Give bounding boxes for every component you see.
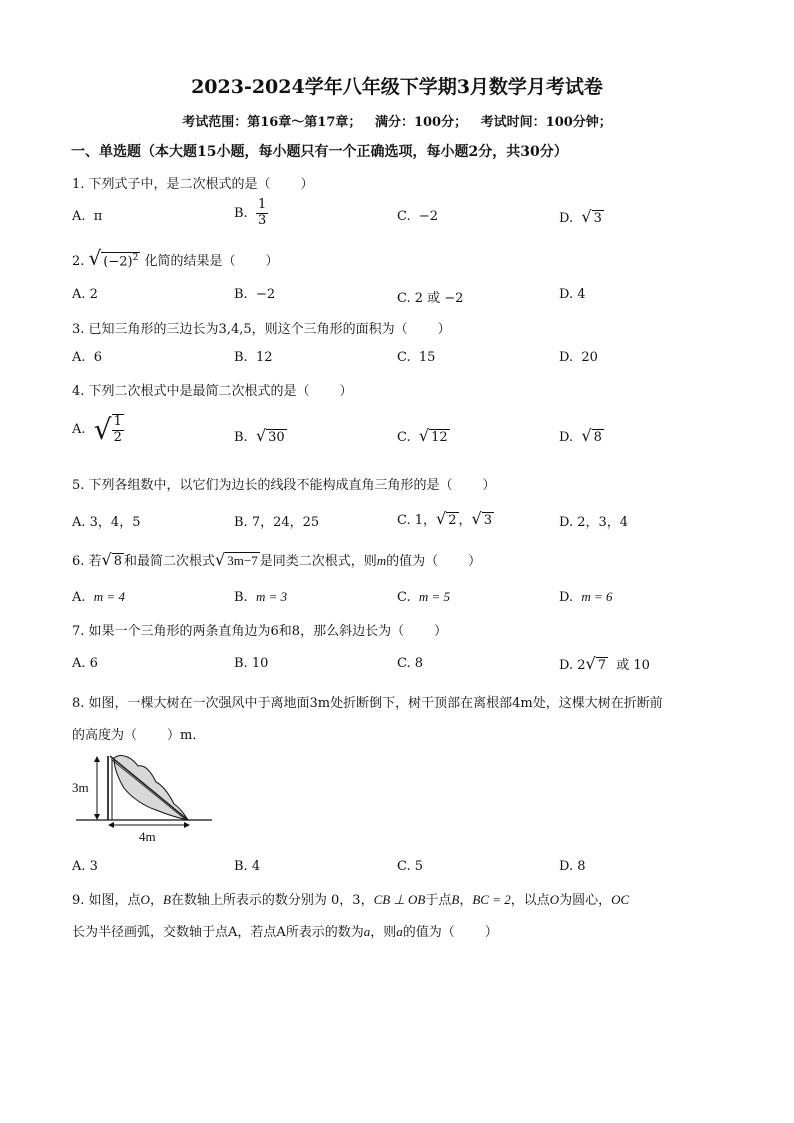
sqrt-icon: √ xyxy=(581,207,592,226)
q2-option-a[interactable]: A. 2 xyxy=(72,287,98,302)
sqrt-icon: √ xyxy=(215,550,226,569)
radicand: 3 xyxy=(593,211,602,226)
question-6-mid: 和最简二次根式 xyxy=(124,554,216,569)
q6-option-a[interactable] xyxy=(72,589,125,605)
point-b: B xyxy=(451,892,460,907)
q4-option-c[interactable] xyxy=(397,426,450,446)
question-8-line2 xyxy=(72,724,205,743)
q2-option-c[interactable]: C. 2 或 −2 xyxy=(397,291,464,306)
option-value: 12 xyxy=(255,350,273,365)
q8-option-b[interactable]: B. 4 xyxy=(234,859,261,874)
comma: ， xyxy=(149,893,163,908)
question-8-post: ）m． xyxy=(167,728,206,743)
option-label: A. xyxy=(72,590,86,605)
exam-title: 2023-2024学年八年级下学期3月数学月考试卷 xyxy=(191,76,603,98)
arrow-left-icon xyxy=(108,822,114,828)
option-prefix: D. 2 xyxy=(559,658,586,673)
option-label: B. xyxy=(234,287,248,302)
q8-option-d[interactable]: D. 8 xyxy=(559,859,586,874)
q6-option-c[interactable] xyxy=(397,589,450,605)
q8-option-a[interactable]: A. 3 xyxy=(72,859,98,874)
question-9-mid3: ，以点 xyxy=(510,893,550,908)
sqrt-icon: √ xyxy=(585,654,596,673)
sqrt-icon: √ xyxy=(418,426,430,445)
length-condition: BC = 2 xyxy=(472,892,511,907)
question-1 xyxy=(72,173,314,192)
option-value: m = 4 xyxy=(93,589,125,604)
question-5 xyxy=(72,474,496,493)
question-4 xyxy=(72,380,353,399)
question-7 xyxy=(72,620,447,639)
perpendicular-condition: CB ⊥ OB xyxy=(373,892,426,907)
radicand: 3 xyxy=(483,513,493,528)
option-label: A. xyxy=(72,350,86,365)
option-prefix: C. 1， xyxy=(397,513,437,528)
arrow-up-icon xyxy=(94,756,100,762)
q4-option-d[interactable] xyxy=(559,426,604,446)
question-1-stem: 1. 下列式子中，是二次根式的是（ xyxy=(72,177,271,192)
question-9-line1 xyxy=(72,889,629,908)
sqrt-icon: √ xyxy=(88,246,102,270)
figure-label-width: 4m xyxy=(139,829,156,844)
option-value: 6 xyxy=(93,350,103,365)
radicand: 2 xyxy=(448,513,457,528)
option-label: D. xyxy=(559,590,574,605)
question-9-pre: 9. 如图，点 xyxy=(72,893,141,908)
question-6-post: 是同类二次根式，则 xyxy=(259,554,377,569)
radicand: 12 xyxy=(431,430,448,445)
question-6-pre: 6. 若 xyxy=(72,554,102,569)
question-7-stem: 7. 如果一个三角形的两条直角边为6和8，那么斜边长为（ xyxy=(72,624,405,639)
point-o: O xyxy=(140,892,150,907)
exam-subtitle: 考试范围：第16章～第17章； 满分：100分； 考试时间：100分钟； xyxy=(182,115,612,130)
point-o: O xyxy=(549,892,560,907)
question-9-mid4: 为圆心， xyxy=(559,893,612,908)
question-6 xyxy=(72,550,481,570)
q5-option-b[interactable]: B. 7，24，25 xyxy=(234,515,320,530)
sqrt-icon: √ xyxy=(101,550,112,569)
q2-option-b[interactable] xyxy=(234,287,275,302)
radicand-base: (−2) xyxy=(103,254,133,269)
q3-option-a[interactable] xyxy=(72,350,102,365)
question-5-stem: 5. 下列各组数中，以它们为边长的线段不能构成直角三角形的是（ xyxy=(72,478,453,493)
question-4-close: ） xyxy=(339,384,353,399)
question-8-line1: 8. 如图，一棵大树在一次强风中于离地面3m处折断倒下，树干顶部在离根部4m处，这棵大树在折断前 xyxy=(72,696,663,711)
option-value: m = 6 xyxy=(581,589,613,604)
question-3-stem: 3. 已知三角形的三边长为3,4,5，则这个三角形的面积为（ xyxy=(72,322,408,337)
exponent: 2 xyxy=(132,252,139,263)
fraction xyxy=(256,198,268,229)
q6-option-d[interactable] xyxy=(559,589,613,605)
option-value: 20 xyxy=(581,350,598,365)
option-label: C. xyxy=(397,209,411,224)
q5-option-d[interactable]: D. 2，3，4 xyxy=(559,515,629,530)
q1-option-a[interactable] xyxy=(72,209,102,224)
q7-option-d[interactable] xyxy=(559,654,650,674)
variable-a: a xyxy=(396,924,403,939)
q5-option-a[interactable]: A. 3，4，5 xyxy=(72,515,141,530)
fraction xyxy=(112,414,124,446)
sqrt-icon: √ xyxy=(255,426,267,445)
question-2-close: ） xyxy=(265,254,279,269)
q3-option-d[interactable] xyxy=(559,350,598,365)
question-9-line2-mid: ，则 xyxy=(370,925,397,940)
option-label: D. xyxy=(559,211,574,226)
fallen-trunk xyxy=(110,756,188,820)
section-heading: 一、单选题（本大题15小题，每小题只有一个正确选项，每小题2分，共30分） xyxy=(71,144,568,160)
q5-option-c[interactable] xyxy=(397,509,494,529)
radicand: 7 xyxy=(597,658,606,673)
question-3 xyxy=(72,318,451,337)
sqrt-icon: √ xyxy=(471,509,482,528)
q7-option-b[interactable]: B. 10 xyxy=(234,656,269,671)
option-label: D. xyxy=(559,430,574,445)
option-label: B. xyxy=(234,350,248,365)
fallen-trunk-edge xyxy=(112,760,186,820)
question-2-stem: 化简的结果是（ xyxy=(144,254,236,269)
question-7-close: ） xyxy=(434,624,448,639)
question-2 xyxy=(72,246,279,270)
question-4-stem: 4. 下列二次根式中是最简二次根式的是（ xyxy=(72,384,310,399)
option-label: C. xyxy=(397,590,411,605)
q8-option-c[interactable]: C. 5 xyxy=(397,859,424,874)
option-value: m = 5 xyxy=(418,589,451,604)
option-label: C. xyxy=(397,430,411,445)
fraction-numerator: 1 xyxy=(257,197,267,212)
q7-option-c[interactable]: C. 8 xyxy=(397,656,424,671)
question-9-line2-pre: 长为半径画弧，交数轴于点A，若点A所表示的数为 xyxy=(72,925,364,940)
option-value: 15 xyxy=(418,350,436,365)
option-label: D. xyxy=(559,350,574,365)
q1-option-d[interactable] xyxy=(559,207,604,227)
comma: ， xyxy=(459,893,473,908)
question-3-close: ） xyxy=(437,322,451,337)
q3-option-b[interactable] xyxy=(234,350,273,365)
q6-option-b[interactable] xyxy=(234,589,287,605)
sqrt-icon: √ xyxy=(436,509,447,528)
q1-option-b[interactable] xyxy=(234,198,268,229)
point-b: B xyxy=(162,892,171,907)
q2-option-d[interactable]: D. 4 xyxy=(559,287,586,302)
sqrt-icon: √ xyxy=(93,413,112,446)
question-9-mid2: 于点 xyxy=(425,893,452,908)
option-label: A. xyxy=(72,209,86,224)
option-value: −2 xyxy=(418,209,439,224)
fraction-denominator: 2 xyxy=(113,429,122,445)
option-label: B. xyxy=(234,590,248,605)
separator: ， xyxy=(458,513,472,528)
option-label: A. xyxy=(72,422,86,437)
question-9-line2-post: 的值为（ xyxy=(402,925,455,940)
option-value: −2 xyxy=(255,287,276,302)
question-9-line2 xyxy=(72,921,498,940)
arrow-down-icon xyxy=(94,814,100,820)
radicand: 30 xyxy=(268,430,285,445)
question-6-close: ） xyxy=(468,554,482,569)
question-1-close: ） xyxy=(300,177,314,192)
variable-a: a xyxy=(363,924,371,939)
sqrt-icon: √ xyxy=(581,426,592,445)
radicand xyxy=(101,252,140,270)
arrow-right-icon xyxy=(184,822,190,828)
question-8-pre: 的高度为（ xyxy=(72,728,138,743)
option-value: m = 3 xyxy=(255,589,288,604)
q3-option-c[interactable] xyxy=(397,350,435,365)
figure-label-height: 3m xyxy=(72,780,89,795)
option-label: B. xyxy=(234,205,248,221)
radicand: 8 xyxy=(593,430,602,445)
option-label: C. xyxy=(397,350,411,365)
fraction-denominator: 3 xyxy=(257,212,267,228)
question-number: 2. xyxy=(72,254,85,269)
q7-option-a[interactable]: A. 6 xyxy=(72,656,98,671)
question-9-mid: 在数轴上所表示的数分别为 0，3， xyxy=(170,893,374,908)
q4-option-b[interactable] xyxy=(234,426,287,446)
question-9-close: ） xyxy=(484,925,498,940)
q1-option-c[interactable] xyxy=(397,209,438,224)
radicand: 3m−7 xyxy=(227,553,258,568)
variable: m xyxy=(376,553,387,568)
fraction-numerator: 1 xyxy=(113,413,122,429)
question-5-close: ） xyxy=(482,478,496,493)
option-label: B. xyxy=(234,430,248,445)
option-suffix: 或 10 xyxy=(616,658,650,673)
option-value: π xyxy=(93,209,103,224)
segment-oc: OC xyxy=(611,892,630,907)
q4-option-a[interactable] xyxy=(72,413,124,446)
radicand: 8 xyxy=(113,554,123,569)
question-6-post2: 的值为（ xyxy=(386,554,439,569)
